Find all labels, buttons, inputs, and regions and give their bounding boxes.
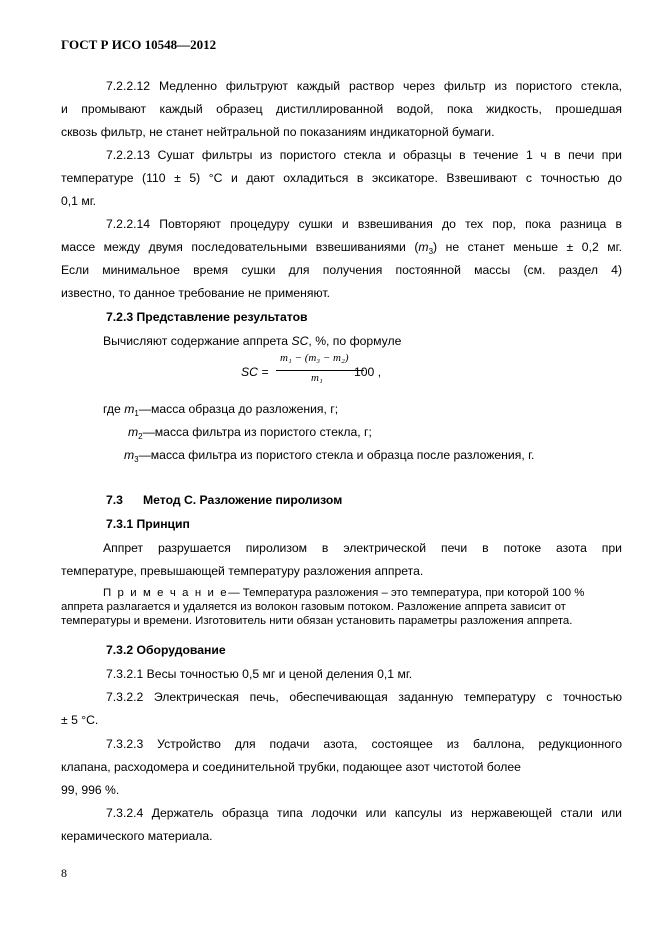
formula-lhs: SC = [241,365,269,379]
para-7-3-2-2-line-2: ± 5 °С. [61,713,99,727]
note-line-2: аппрета разлагается и удаляется из волокон газовым потоком. Разложение аппрета зависит от [61,601,566,613]
definition-m1: где $m_1—масса$ образца до разложения, г; [103,402,339,418]
note-line-3: температуры и времени. Изготовитель нити обязан установить параметры разложения аппрета. [61,615,573,627]
section-7-3-2-title: 7.3.2 Оборудование [106,643,226,657]
section-7-3-1-line-1: Аппрет разрушается пиролизом в электрической печи в потоке азота при [103,541,622,555]
para-7-2-2-12-line-2: и промывают каждый образец дистиллированной водой, пока жидкость, прошедшая [61,102,622,116]
para-7-2-2-14-line-2: массе между двумя последовательными взвешиваниями $(m_3)$ не станет меньше ± 0,2 мг. [61,240,623,256]
note-label: П р и м е ч а н и е [103,587,229,599]
definition-m2: $m_2—масса$ фильтра из пористого стекла, г; [128,425,372,441]
para-7-2-2-12-line-3: сквозь фильтр, не станет нейтральной по показаниям индикаторной бумаги. [61,125,495,139]
formula-numerator: m₁ − (m₃ − m₂) [280,352,349,364]
para-7-2-2-14-line-4: известно, то данное требование не применяют. [61,286,331,300]
section-7-2-3-intro: Вычисляют содержание аппрета SC, %, по формуле [103,334,402,348]
note-line-1: П р и м е ч а н и е— Температура разложения – это температура, при которой 100 % [103,587,585,599]
para-7-2-2-13-line-1: 7.2.2.13 Сушат фильтры из пористого стекла и образцы в течение 1 ч в печи при [106,148,622,162]
para-7-2-2-13-line-3: 0,1 мг. [61,194,97,208]
para-7-3-2-3-line-2: клапана, расходомера и соединительной трубки, подающее азот чистотой более [61,760,521,774]
para-7-3-2-4-line-1: 7.3.2.4 Держатель образца типа лодочки или капсулы из нержавеющей стали или [106,806,622,820]
section-7-3-number: 7.3 [106,493,123,507]
formula-denominator: m₁ [311,372,323,384]
section-7-2-3-title: 7.2.3 Представление результатов [106,310,308,324]
section-7-3-1-title: 7.3.1 Принцип [106,517,190,531]
para-7-3-2-4-line-2: керамического материала. [61,829,213,843]
section-7-3-title: Метод С. Разложение пиролизом [143,493,343,507]
fraction-bar [276,370,364,371]
para-7-2-2-12-line-1: 7.2.2.12 Медленно фильтруют каждый раствор через фильтр из пористого стекла, [106,79,622,93]
para-7-3-2-3-line-1: 7.3.2.3 Устройство для подачи азота, состоящее из баллона, редукционного [106,737,622,751]
para-7-3-2-3-line-3: 99, 996 %. [61,783,120,797]
page-number: 8 [61,866,67,880]
para-7-2-2-14-line-3: Если минимальное время сушки для получения постоянной массы (см. раздел 4) [61,263,622,277]
para-7-2-2-14-line-1: 7.2.2.14 Повторяют процедуру сушки и взвешивания до тех пор, пока разница в [106,217,622,231]
para-7-2-2-13-line-2: температуре (110 ± 5) °С и дают охладиться в эксикаторе. Взвешивают с точностью до [61,171,622,185]
document-header: ГОСТ Р ИСО 10548—2012 [61,37,217,52]
para-7-3-2-2-line-1: 7.3.2.2 Электрическая печь, обеспечивающая заданную температуру с точностью [106,690,622,704]
section-7-3-1-line-2: температуре, превышающей температуру разложения аппрета. [61,564,424,578]
para-7-3-2-1: 7.3.2.1 Весы точностью 0,5 мг и ценой деления 0,1 мг. [106,667,413,681]
definition-m3: $m_3—масса$ фильтра из пористого стекла и образца после разложения, г. [124,448,535,464]
formula-tail: 100 , [354,365,382,379]
